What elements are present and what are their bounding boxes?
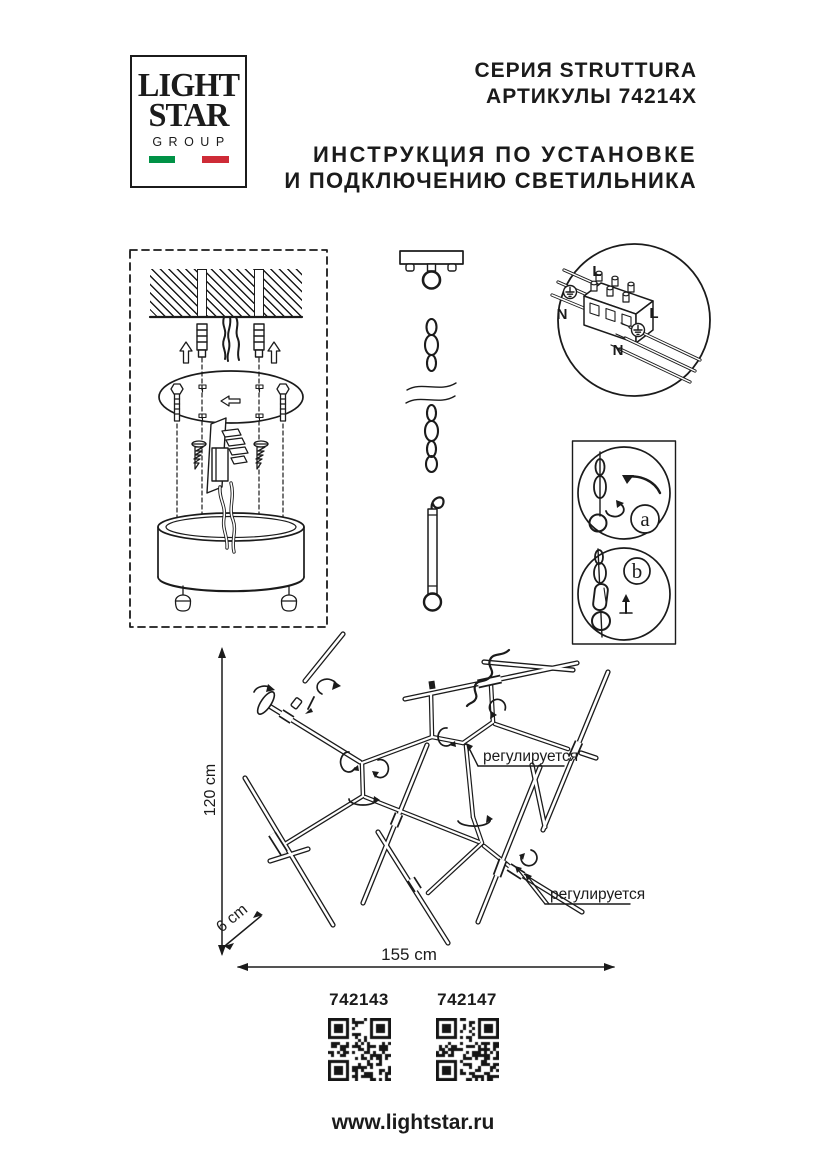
mains-wires [223,317,239,361]
disc-cap [255,689,278,716]
carabiner [592,583,608,610]
arrow-up-icon [268,342,280,363]
label-line-out: L [649,305,659,322]
callout-adjustable-2 [515,866,645,904]
series-title: СЕРИЯ STRUTTURA [474,59,697,82]
qr-code-742143 [328,1018,391,1081]
wall-anchor-right [254,324,264,357]
ceiling-bracket [400,251,463,289]
instruction-title-line1: ИНСТРУКЦИЯ ПО УСТАНОВКЕ [313,142,697,167]
extension-rod [424,497,444,610]
flag-green [149,156,176,163]
screw-right [254,441,268,469]
flag-red [202,156,229,163]
chain [406,319,456,472]
wiring-detail [552,244,710,396]
website-url: www.lightstar.ru [331,1111,495,1134]
dimension-width [237,945,615,971]
logo-light: LIGHT [137,67,240,104]
qr-code-742147 [436,1018,499,1081]
logo-star: STAR [148,97,229,134]
cap-nut-left [176,586,191,611]
lightstar-logo [130,55,247,188]
mounting-diagram [130,250,327,627]
dimension-depth [213,901,263,950]
flag-white [175,156,202,163]
arrow-up-icon [180,342,192,363]
svg-text:120 cm: 120 cm [202,763,219,817]
label-line-in: L [592,263,602,280]
cap-nut-right [282,586,297,611]
screw-left [192,441,206,469]
earth-icon [564,286,577,299]
article-code-1: 742143 [329,990,389,1009]
article-code-2: 742147 [437,990,497,1009]
canopy [158,513,304,592]
logo-group: GROUP [152,135,231,149]
swivel-arrows [341,699,537,865]
instruction-title-line2: И ПОДКЛЮЧЕНИЮ СВЕТИЛЬНИКА [284,168,697,193]
articles-title: АРТИКУЛЫ 74214X [486,85,697,108]
step-b-circle [578,548,670,640]
label-neutral-in: N [556,306,568,323]
svg-text:регулируется: регулируется [550,886,646,903]
adjustment-steps-panel [573,441,676,644]
threaded-connector [291,697,303,709]
wall-anchor-left [197,324,207,357]
earth-icon [632,324,645,337]
step-b-label: b [631,559,643,583]
step-a-label: a [640,507,650,531]
label-neutral-out: N [612,342,624,359]
dimension-height [202,647,226,956]
svg-text:регулируется: регулируется [483,748,579,765]
suspension-parts [400,251,463,611]
italian-flag [149,156,229,163]
header [284,58,697,194]
svg-text:6 cm: 6 cm [213,900,251,937]
svg-text:155 cm: 155 cm [381,945,437,964]
terminal-bracket [207,418,248,493]
mounting-plate [159,371,303,423]
step-a-circle [578,447,670,539]
